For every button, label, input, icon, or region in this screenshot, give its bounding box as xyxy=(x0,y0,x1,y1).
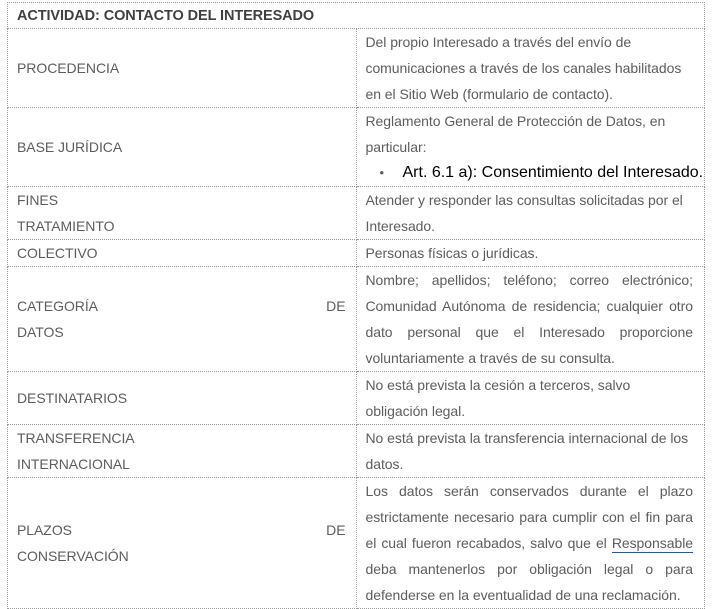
table-row-fines-tratamiento xyxy=(8,187,705,240)
value-cell-transferencia-internacional xyxy=(356,425,705,478)
label-cell-procedencia xyxy=(8,29,357,108)
table-row-base-juridica xyxy=(8,108,705,187)
value-cell-plazos-de-conservacion xyxy=(356,478,705,609)
value-cell-base-juridica xyxy=(356,108,705,187)
row-label-line2: INTERNACIONAL xyxy=(17,456,130,472)
row-value: Del propio Interesado a través del envío de comunicaciones a través de los canales habilitados en el Sitio Web (formulario de contacto). xyxy=(365,34,682,102)
value-cell-procedencia xyxy=(356,29,705,108)
row-value-last: defenderse en la eventualidad de una reclamación. xyxy=(365,587,681,603)
row-value: No está prevista la cesión a terceros, salvo obligación legal. xyxy=(365,377,631,419)
row-value: Atender y responder las consultas solicitadas por el Interesado. xyxy=(365,192,683,234)
row-label: DESTINATARIOS xyxy=(17,390,128,406)
label-cell-plazos-de-conservacion xyxy=(8,478,357,609)
value-cell-fines-tratamiento xyxy=(356,187,705,240)
row-value-part2: deba mantenerlos por obligación legal o para xyxy=(365,561,693,577)
table-row-plazos-de-conservacion xyxy=(8,478,705,609)
row-label: COLECTIVO xyxy=(17,245,98,261)
label-cell-categoria-de-datos xyxy=(8,267,357,372)
table-row-transferencia-internacional xyxy=(8,425,705,478)
label-cell-fines-tratamiento xyxy=(8,187,357,240)
row-value-part1: Los datos serán conservados durante el plazo estrictamente necesario para cumplir con el fin para el cual fueron recabados, salvo que el xyxy=(365,483,693,551)
row-value-last: Interesado proporcione voluntariamente a través de su consulta. xyxy=(365,324,694,366)
row-value: No está prevista la transferencia internacional de los datos. xyxy=(365,430,689,472)
bullet-list xyxy=(357,160,705,186)
table-header-row xyxy=(8,3,705,29)
bullet-item: • Art. 6.1 a): Consentimiento del Interesado. xyxy=(403,160,705,186)
table-header-cell xyxy=(8,3,705,29)
label-cell-destinatarios xyxy=(8,372,357,425)
table-row-destinatarios xyxy=(8,372,705,425)
table-row-colectivo xyxy=(8,240,705,267)
value-cell-colectivo xyxy=(356,240,705,267)
value-cell-destinatarios xyxy=(356,372,705,425)
table-row-procedencia xyxy=(8,29,705,108)
row-label-line1: CATEGORÍA DE xyxy=(17,298,346,314)
row-label-line1: FINES xyxy=(17,192,58,208)
label-cell-transferencia-internacional xyxy=(8,425,357,478)
table-row-categoria-de-datos xyxy=(8,267,705,372)
privacy-activity-table xyxy=(7,2,705,609)
page-title: ACTIVIDAD: CONTACTO DEL INTERESADO xyxy=(17,7,315,24)
value-cell-categoria-de-datos xyxy=(356,267,705,372)
row-value: Personas físicas o jurídicas. xyxy=(365,245,539,261)
row-label-line1: TRANSFERENCIA xyxy=(17,430,135,446)
label-cell-base-juridica xyxy=(8,108,357,187)
row-label: PROCEDENCIA xyxy=(17,60,120,76)
row-value: Reglamento General de Protección de Datos, en particular: xyxy=(365,113,666,155)
responsable-link[interactable]: Responsable xyxy=(611,535,693,551)
row-label-line2: CONSERVACIÓN xyxy=(17,548,129,564)
row-value-main: Nombre; apellidos; teléfono; correo electrónico; Comunidad Autónoma de residencia; cualquier otro dato personal que el xyxy=(365,272,693,340)
label-cell-colectivo xyxy=(8,240,357,267)
row-label: BASE JURÍDICA xyxy=(17,139,123,155)
row-value xyxy=(357,267,705,371)
row-label-line2: DATOS xyxy=(17,324,64,340)
row-label-line1: PLAZOS DE xyxy=(17,522,346,538)
row-label-line2: TRATAMIENTO xyxy=(17,218,115,234)
row-value xyxy=(357,478,705,608)
